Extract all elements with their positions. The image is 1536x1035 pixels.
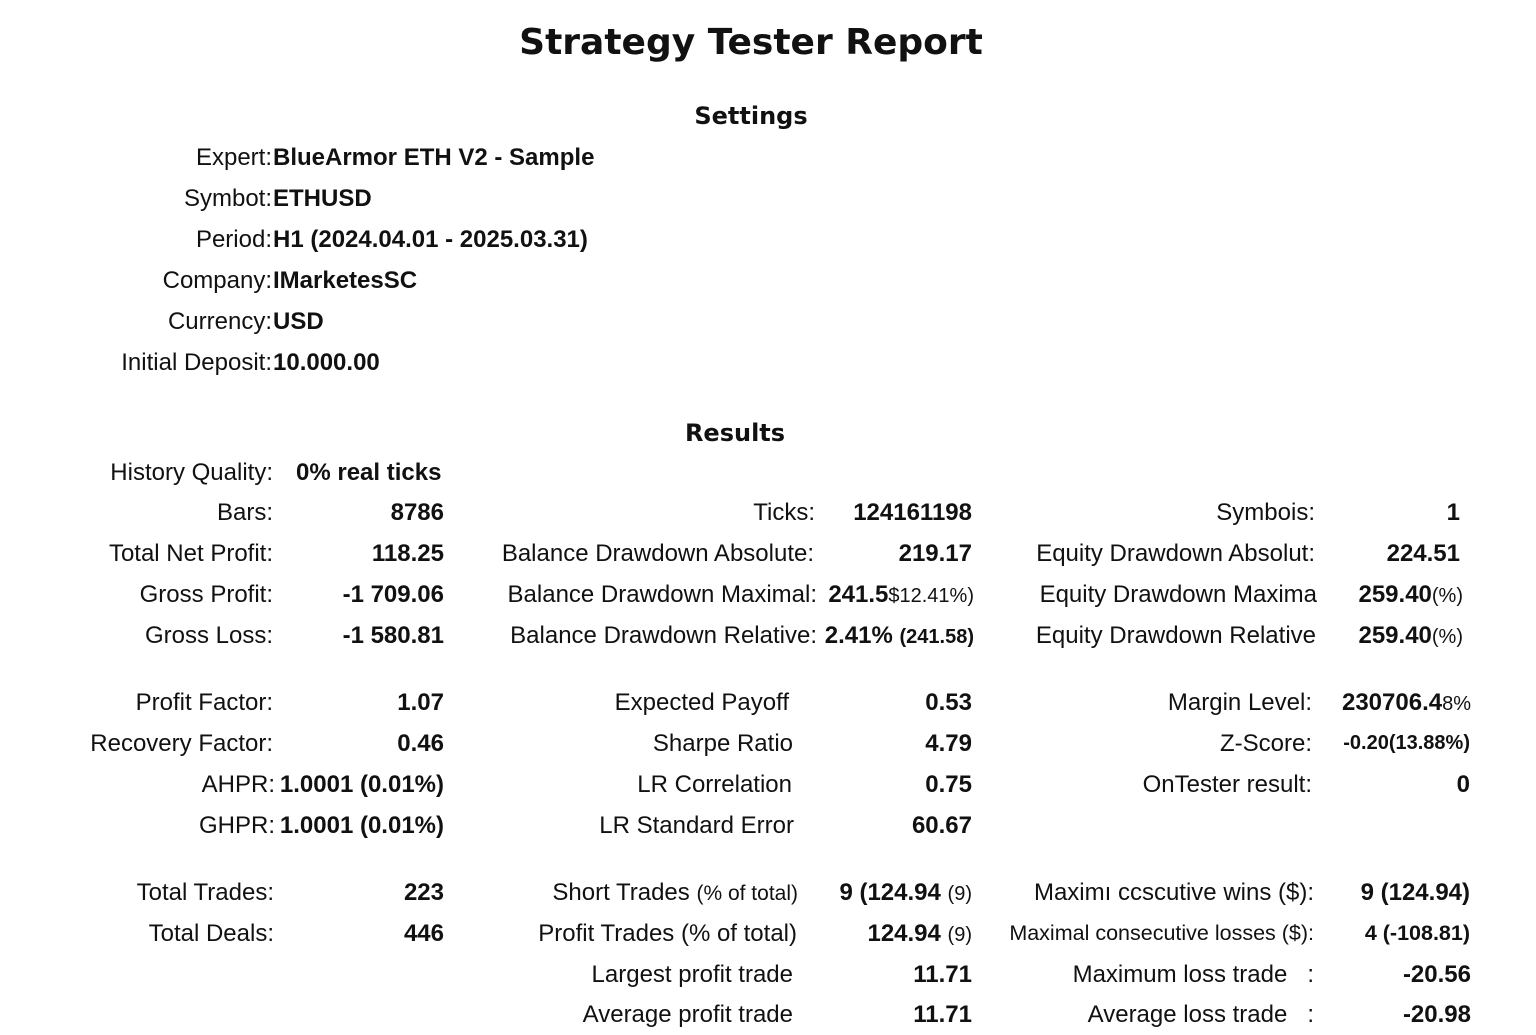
max-consecutive-wins-label: Maximı ccscutive wins ($): <box>1033 879 1314 906</box>
sharpe-ratio-label: Sharpe Ratio <box>652 730 793 757</box>
total-net-profit-value: 118.25 <box>371 540 444 567</box>
symbols-value: 1 <box>1446 499 1460 526</box>
balance-drawdown-maximal-value <box>822 574 974 615</box>
average-profit-trade-value: 11.71 <box>913 1001 972 1028</box>
profit-trades-label: Profit Trades (% of total) <box>538 920 797 947</box>
total-deals-label: Total Deals: <box>148 920 274 947</box>
max-consecutive-wins-value: 9 (124.94) <box>1360 879 1470 906</box>
short-trades-value <box>822 872 972 913</box>
average-loss-trade-value: -20.98 <box>1402 1001 1471 1028</box>
profit-trades-value <box>822 913 972 954</box>
lr-correlation-label: LR Correlation <box>637 771 792 798</box>
ticks-value: 124161198 <box>853 499 972 526</box>
profit-factor-value: 1.07 <box>397 689 444 716</box>
setting-initial-deposit <box>0 342 900 383</box>
gross-loss-value: -1 580.81 <box>342 622 444 649</box>
lr-standard-error-value: 60.67 <box>911 812 972 839</box>
ahpr-label: AHPR: <box>201 771 275 798</box>
ghpr-value: 1.0001 (0.01%) <box>279 812 444 839</box>
setting-label: Expert: <box>195 144 272 171</box>
equity-drawdown-absolute-label: Equity Drawdown Absolut: <box>1036 540 1315 567</box>
setting-symbol <box>0 178 900 219</box>
symbols-label: Symbois: <box>1216 499 1315 526</box>
value-suffix: (9) <box>947 883 972 905</box>
total-trades-value: 223 <box>403 879 444 906</box>
short-trades-label <box>480 872 798 913</box>
ticks-label: Ticks: <box>753 499 815 526</box>
value-suffix: $12.41%) <box>888 585 974 607</box>
value-suffix: (%) <box>1431 585 1463 607</box>
value-suffix: 8% <box>1442 693 1471 715</box>
value-suffix: (241.58) <box>899 626 974 648</box>
recovery-factor-label: Recovery Factor: <box>90 730 273 757</box>
label-main: Short Trades <box>552 879 690 906</box>
setting-label: Currency: <box>167 308 272 335</box>
report-title: Strategy Tester Report <box>519 22 983 63</box>
history-quality-label: History Quality: <box>110 459 273 486</box>
value-main: 230706.4 <box>1341 689 1443 716</box>
bars-value: 8786 <box>390 499 444 526</box>
setting-value: USD <box>273 308 324 335</box>
total-deals-value: 446 <box>403 920 444 947</box>
setting-period <box>0 219 900 260</box>
ontester-result-value: 0 <box>1456 771 1470 798</box>
max-consecutive-losses-label: Maximal consecutive losses ($): <box>1009 921 1314 945</box>
ghpr-label: GHPR: <box>198 812 275 839</box>
value-suffix: (9) <box>947 924 972 946</box>
value-main: 9 (124.94 <box>839 879 941 906</box>
total-net-profit-label: Total Net Profit: <box>108 540 273 567</box>
largest-profit-trade-value: 11.71 <box>913 961 972 988</box>
balance-drawdown-relative-label: Balance Drawdown Relative: <box>510 622 817 649</box>
expected-payoff-label: Expected Payoff <box>614 689 789 716</box>
history-quality-value: 0% real ticks <box>296 459 442 486</box>
expected-payoff-value: 0.53 <box>925 689 972 716</box>
equity-drawdown-relative-value <box>1330 615 1463 656</box>
balance-drawdown-absolute-label: Balance Drawdown Absolute: <box>501 540 814 567</box>
balance-drawdown-absolute-value: 219.17 <box>898 540 972 567</box>
balance-drawdown-maximal-label: Balance Drawdown Maximal: <box>507 581 817 608</box>
gross-loss-label: Gross Loss: <box>144 622 273 649</box>
setting-value: BlueArmor ETH V2 - Sample <box>273 144 595 171</box>
equity-drawdown-maximal-label: Equity Drawdown Maxima <box>1039 581 1317 608</box>
setting-value: ETHUSD <box>273 185 372 212</box>
z-score-label: Z-Score: <box>1219 730 1312 757</box>
setting-currency <box>0 301 900 342</box>
margin-level-label: Margin Level: <box>1167 689 1312 716</box>
max-consecutive-losses-value: 4 (-108.81) <box>1364 921 1470 945</box>
margin-level-value <box>1320 682 1471 723</box>
profit-factor-label: Profit Factor: <box>135 689 273 716</box>
largest-profit-trade-label: Largest profit trade <box>591 961 793 988</box>
maximum-loss-trade-value: -20.56 <box>1402 961 1471 988</box>
equity-drawdown-absolute-value: 224.51 <box>1386 540 1460 567</box>
settings-heading: Settings <box>694 102 808 130</box>
lr-correlation-value: 0.75 <box>925 771 972 798</box>
balance-drawdown-relative-value <box>822 615 974 656</box>
maximum-loss-trade-label: Maximum loss trade : <box>1072 961 1314 988</box>
z-score-value: -0.20(13.88%) <box>1343 732 1470 754</box>
equity-drawdown-maximal-value <box>1330 574 1463 615</box>
setting-label: Company: <box>162 267 272 294</box>
value-main: 124.94 <box>867 920 941 947</box>
total-trades-label: Total Trades: <box>136 879 274 906</box>
ahpr-value: 1.0001 (0.01%) <box>279 771 444 798</box>
value-main: 241.5 <box>828 581 889 608</box>
bars-label: Bars: <box>216 499 273 526</box>
lr-standard-error-label: LR Standard Error <box>599 812 794 839</box>
setting-value: H1 (2024.04.01 - 2025.03.31) <box>273 226 588 253</box>
average-profit-trade-label: Average profit trade <box>582 1001 793 1028</box>
setting-value: 10.000.00 <box>273 349 380 376</box>
setting-label: Symbot: <box>183 185 272 212</box>
value-main: 259.40 <box>1358 622 1432 649</box>
sharpe-ratio-value: 4.79 <box>925 730 972 757</box>
value-suffix: (%) <box>1431 626 1463 648</box>
gross-profit-value: -1 709.06 <box>342 581 444 608</box>
setting-expert <box>0 137 900 178</box>
results-heading: Results <box>684 419 786 447</box>
setting-label: Initial Deposit: <box>121 349 272 376</box>
average-loss-trade-label: Average loss trade : <box>1087 1001 1314 1028</box>
label-suffix: (% of total) <box>696 882 798 905</box>
setting-label: Period: <box>195 226 272 253</box>
value-main: 259.40 <box>1358 581 1432 608</box>
ontester-result-label: OnTester result: <box>1142 771 1312 798</box>
value-main: 2.41% <box>824 622 893 649</box>
setting-company <box>0 260 900 301</box>
setting-value: IMarketesSC <box>273 267 418 294</box>
equity-drawdown-relative-label: Equity Drawdown Relative <box>1035 622 1316 649</box>
recovery-factor-value: 0.46 <box>397 730 444 757</box>
gross-profit-label: Gross Profit: <box>139 581 273 608</box>
